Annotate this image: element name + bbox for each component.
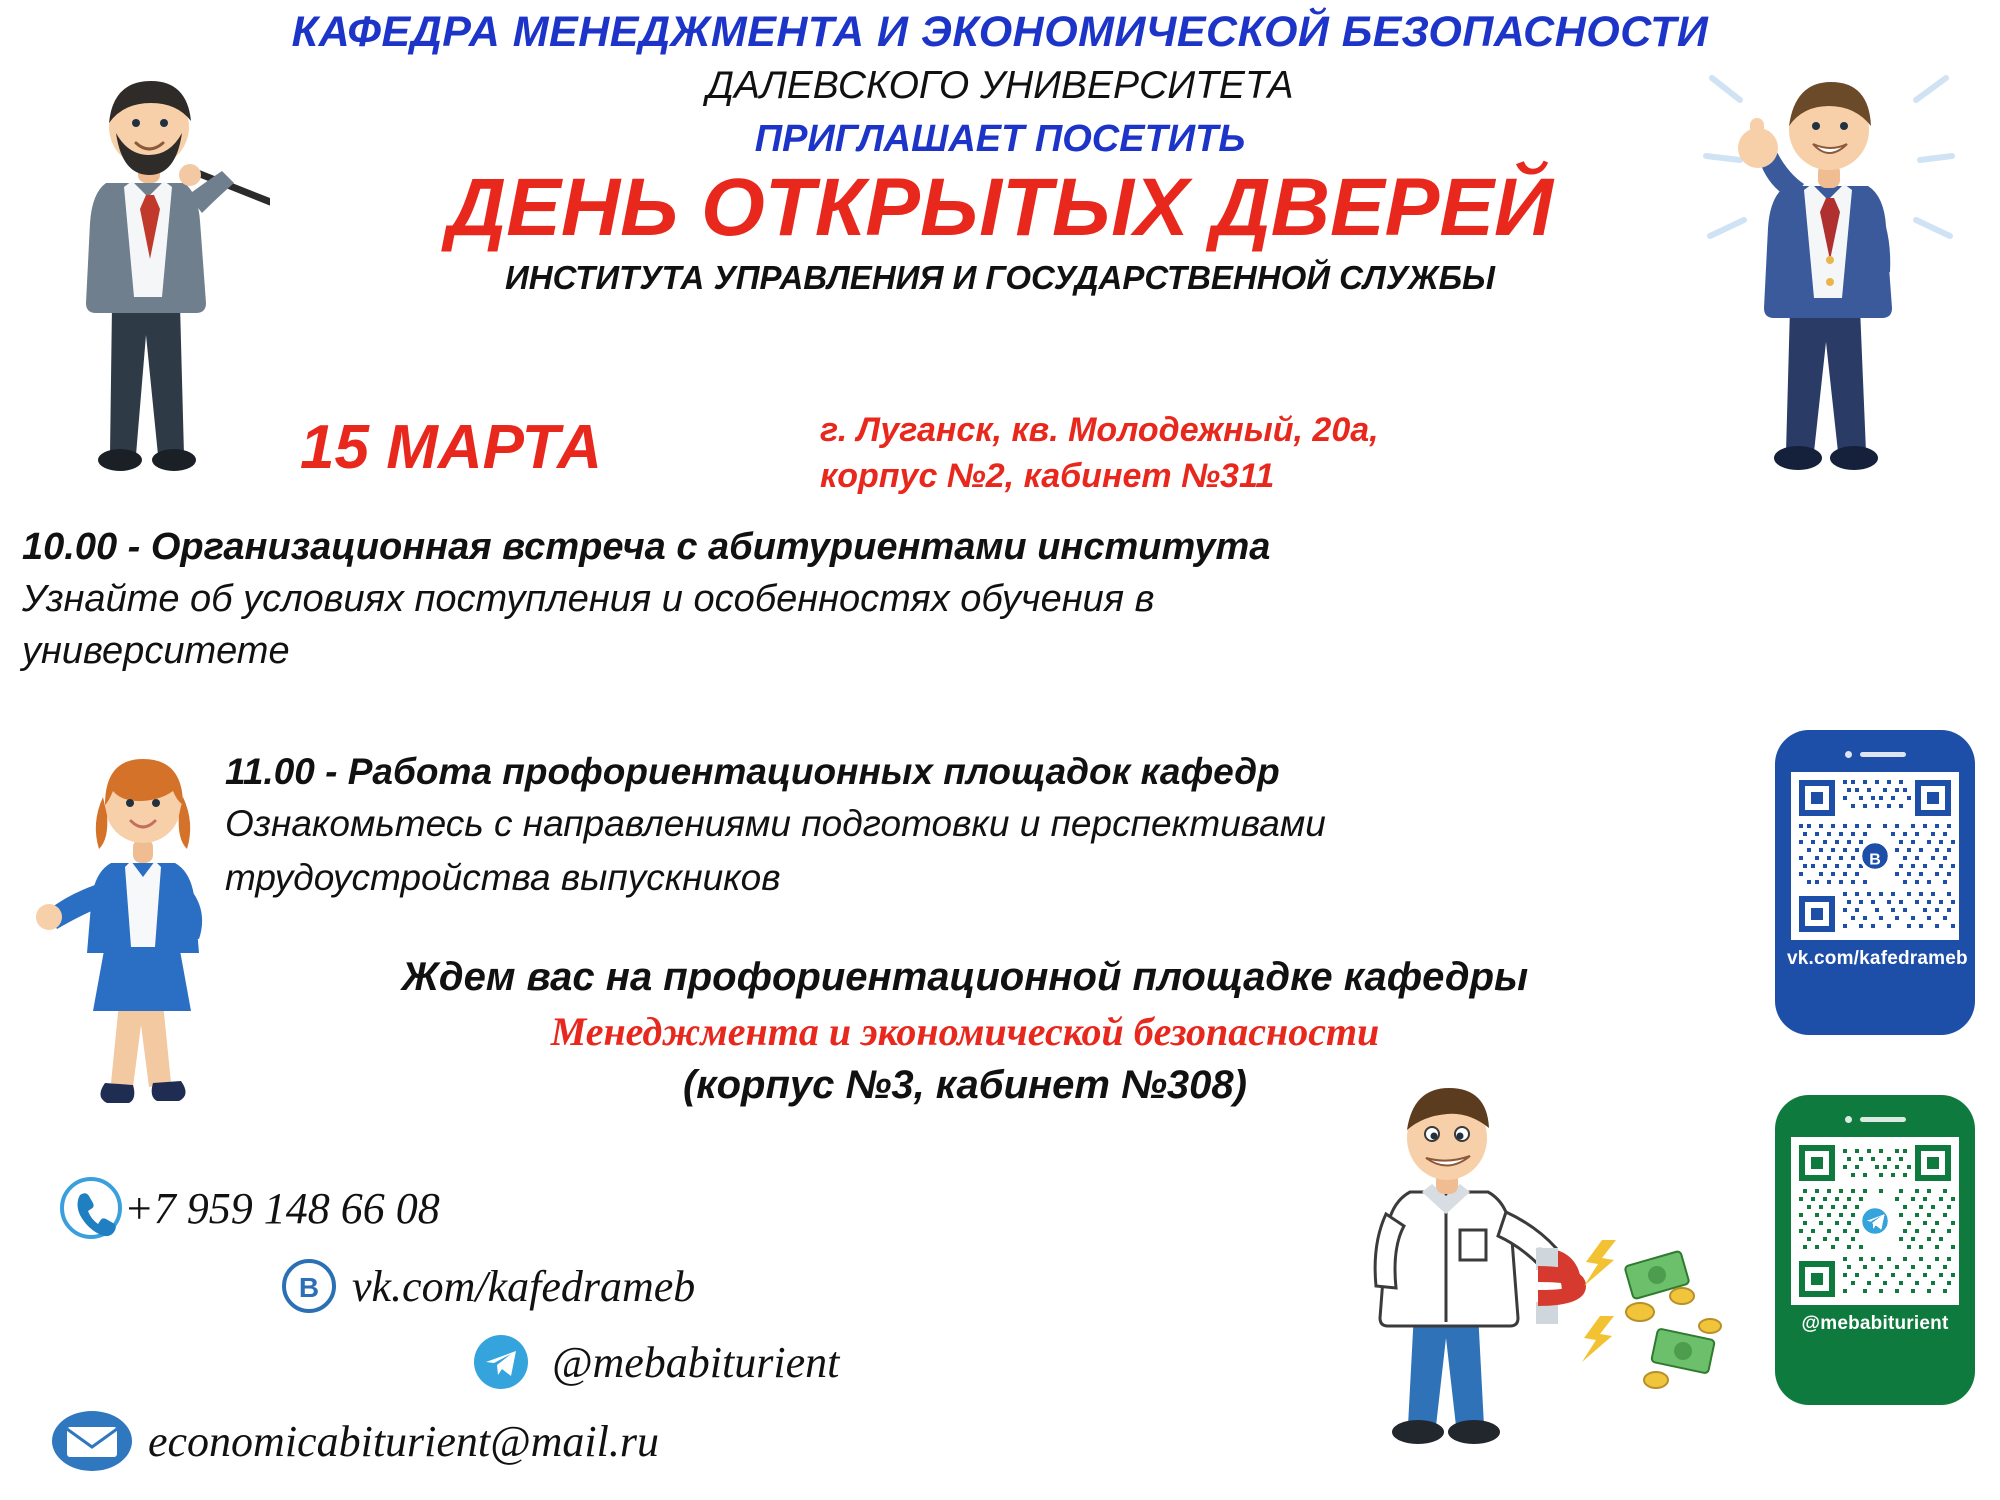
phone-icon <box>58 1175 124 1241</box>
contact-telegram-row <box>470 1331 1290 1393</box>
telegram-handle[interactable]: @mebabiturient <box>552 1337 840 1387</box>
program-item-1-desc-line-2: университете <box>22 630 290 673</box>
qr-caption-vk: vk.com/kafedrameb <box>1787 948 1968 969</box>
phone-notch-vk <box>1787 744 1963 764</box>
qr-phone-vk[interactable] <box>1775 730 1975 1035</box>
qr-phone-telegram[interactable] <box>1775 1095 1975 1405</box>
cta-line-3: (корпус №3, кабинет №308) <box>682 1063 1247 1107</box>
address-line-2: корпус №2, кабинет №311 <box>820 456 1275 495</box>
contacts-block <box>40 1175 1290 1489</box>
email-address[interactable]: economicabiturient@mail.ru <box>148 1416 659 1466</box>
program-item-2-desc-line-2: трудоустройства выпускников <box>225 857 781 899</box>
svg-text:B: B <box>1869 851 1881 869</box>
telegram-icon <box>470 1331 532 1393</box>
qr-code-vk <box>1791 772 1959 940</box>
program-item-2 <box>225 750 1745 903</box>
address-line-1: г. Луганск, кв. Молодежный, 20а, <box>820 411 1379 449</box>
institute-name: ИНСТИТУТА УПРАВЛЕНИЯ И ГОСУДАРСТВЕННОЙ СЛУЖБЫ <box>505 259 1495 297</box>
svg-text:B: B <box>298 1272 320 1303</box>
date-address-row <box>300 398 1640 500</box>
phone-notch-telegram <box>1787 1109 1963 1129</box>
qr-card-telegram <box>1791 1137 1959 1305</box>
university-name: ДАЛЕВСКОГО УНИВЕРСИТЕТА <box>706 64 1294 108</box>
event-address <box>820 398 1379 500</box>
qr-code-telegram <box>1791 1137 1959 1305</box>
contact-phone-row <box>58 1175 1290 1241</box>
phone-number[interactable]: +7 959 148 66 08 <box>124 1183 440 1233</box>
contact-vk-row <box>280 1257 1290 1315</box>
vk-link[interactable]: vk.com/kafedrameb <box>352 1261 696 1311</box>
program-item-1 <box>22 525 1742 676</box>
contact-email-row <box>50 1409 1290 1473</box>
mail-icon <box>50 1409 134 1473</box>
qr-card-vk <box>1791 772 1959 940</box>
poster-header <box>0 10 2000 297</box>
program-item-2-desc-line-1: Ознакомьтесь с направлениями подготовки и перспективами <box>225 803 1326 845</box>
cta-line-2: Менеджмента и экономической безопасности <box>550 1009 1380 1054</box>
program-item-2-title: 11.00 - Работа профориентационных площадок кафедр <box>225 751 1280 792</box>
event-date: 15 МАРТА <box>300 413 602 482</box>
illustration-man-magnet-money <box>1310 1080 1750 1500</box>
vk-icon <box>280 1257 338 1315</box>
event-title: ДЕНЬ ОТКРЫТЫХ ДВЕРЕЙ <box>447 162 1553 254</box>
invite-line: ПРИГЛАШАЕТ ПОСЕТИТЬ <box>754 118 1246 161</box>
qr-caption-telegram: @mebabiturient <box>1801 1313 1949 1334</box>
cta-line-1: Ждем вас на профориентационной площадке кафедры <box>401 955 1529 999</box>
program-item-1-desc-line-1: Узнайте об условиях поступления и особенностях обучения в <box>22 577 1155 620</box>
program-item-1-title: 10.00 - Организационная встреча с абитуриентами института <box>22 526 1271 568</box>
department-title: КАФЕДРА МЕНЕДЖМЕНТА И ЭКОНОМИЧЕСКОЙ БЕЗОПАСНОСТИ <box>291 8 1709 56</box>
